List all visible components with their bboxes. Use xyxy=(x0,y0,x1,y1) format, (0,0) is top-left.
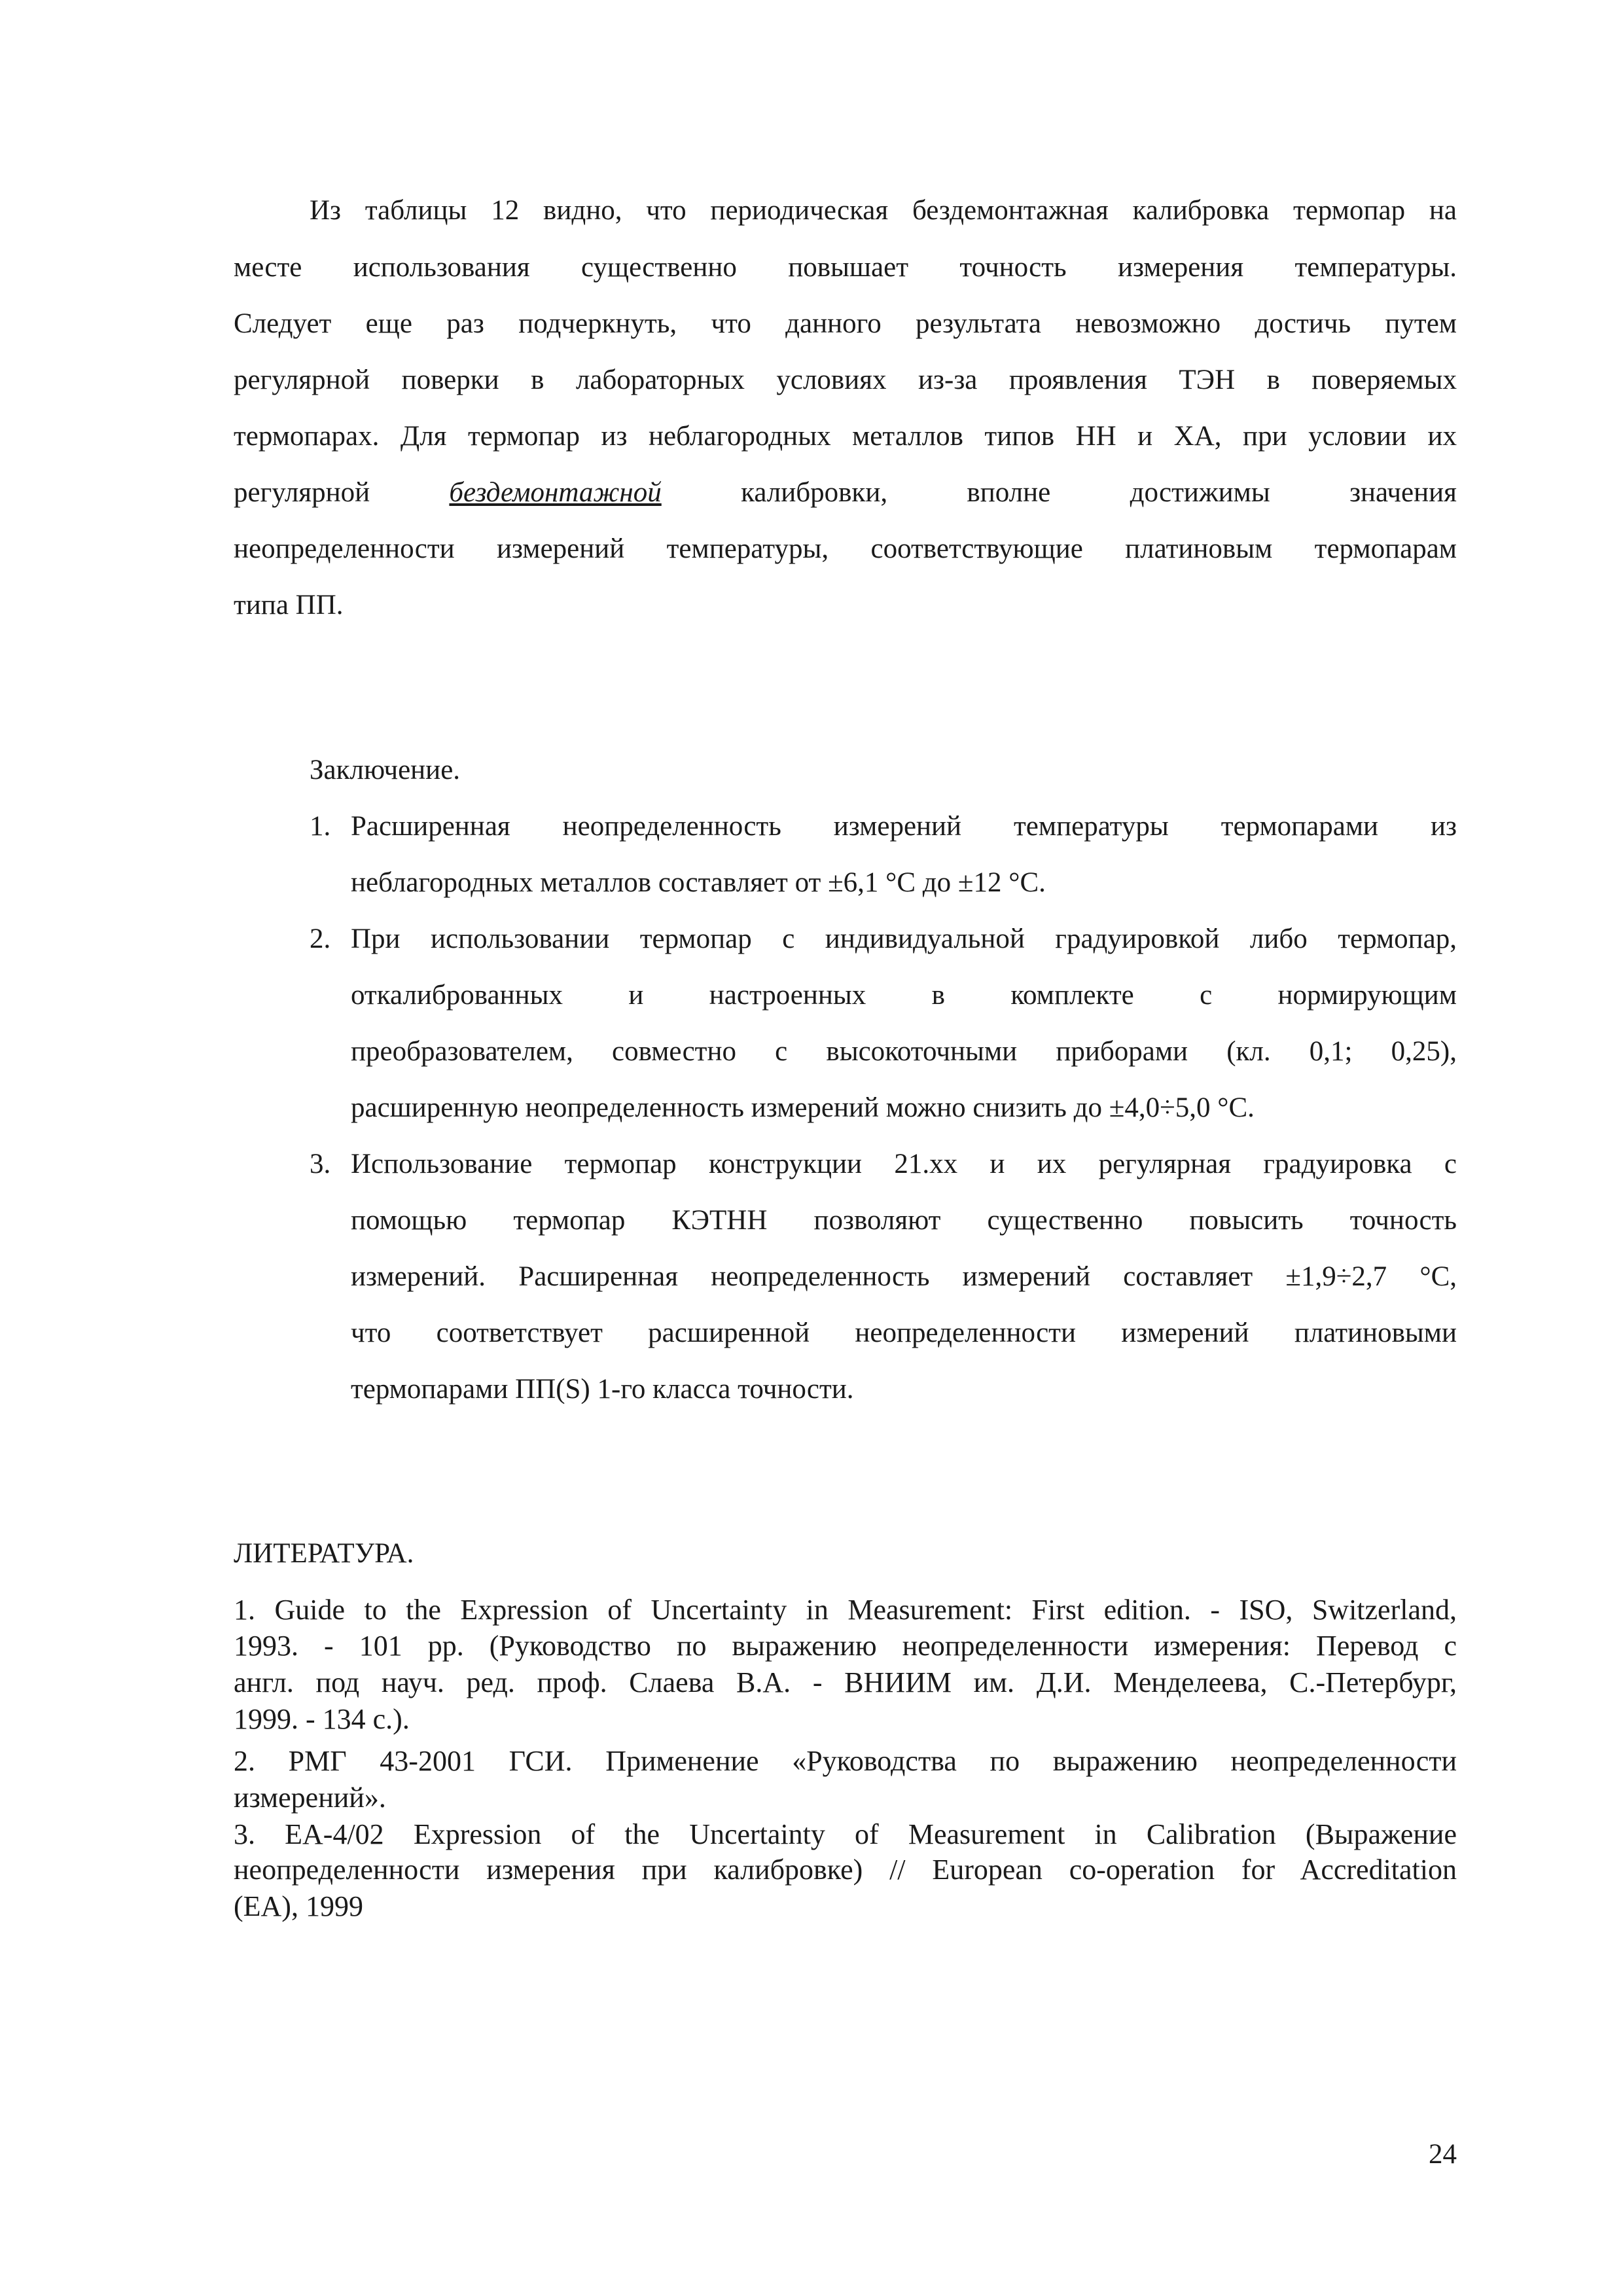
list-item-line: Расширенная неопределенность измерений температуры термопарами из xyxy=(351,811,1457,842)
reference-line: 3. EA-4/02 Expression of the Uncertainty of Measurement in Calibration (Выражение xyxy=(234,1818,1457,1850)
list-item-line: измерений. Расширенная неопределенность измерений составляет ±1,9÷2,7 °С, xyxy=(351,1261,1457,1292)
list-item-line: преобразователем, совместно с высокоточными приборами (кл. 0,1; 0,25), xyxy=(351,1036,1457,1067)
list-item-line: откалиброванных и настроенных в комплекте с нормирующим xyxy=(351,980,1457,1011)
reference-line: (EA), 1999 xyxy=(234,1890,363,1922)
reference-line: англ. под науч. ред. проф. Слаева В.А. - ВНИИМ им. Д.И. Менделеева, С.-Петербург, xyxy=(234,1666,1457,1698)
text-line: типа ПП. xyxy=(234,590,344,620)
reference-line: 1999. - 134 с.). xyxy=(234,1703,410,1735)
reference-line: неопределенности измерения при калибровке) // European co-operation for Accreditation xyxy=(234,1854,1457,1886)
text-line: Из таблицы 12 видно, что периодическая бездемонтажная калибровка термопар на xyxy=(310,195,1457,226)
text-line: термопарах. Для термопар из неблагородных металлов типов НН и ХА, при условии их xyxy=(234,421,1457,452)
list-item-line: термопарами ПП(S) 1-го класса точности. xyxy=(351,1374,854,1405)
text-line: регулярной поверки в лабораторных условиях из-за проявления ТЭН в поверяемых xyxy=(234,365,1457,395)
reference-line: измерений». xyxy=(234,1782,386,1814)
text-line: неопределенности измерений температуры, соответствующие платиновым термопарам xyxy=(234,533,1457,564)
emphasized-word: бездемонтажной xyxy=(449,477,662,508)
list-number: 1. xyxy=(310,811,331,842)
conclusion-heading: Заключение. xyxy=(310,755,461,785)
reference-line: 1. Guide to the Expression of Uncertainty in Measurement: First edition. - ISO, Switzerland, xyxy=(234,1594,1457,1626)
list-item-line: При использовании термопар с индивидуальной градуировкой либо термопар, xyxy=(351,924,1457,954)
text-line: Следует еще раз подчеркнуть, что данного результата невозможно достичь путем xyxy=(234,308,1457,339)
literature-heading: ЛИТЕРАТУРА. xyxy=(234,1538,414,1569)
list-item-line: что соответствует расширенной неопределенности измерений платиновыми xyxy=(351,1318,1457,1348)
text-line: регулярной бездемонтажной калибровки, вполне достижимы значения xyxy=(234,476,1457,510)
reference-line: 1993. - 101 pp. (Руководство по выражению неопределенности измерения: Перевод с xyxy=(234,1630,1457,1662)
list-item-line: неблагородных металлов составляет от ±6,1 °С до ±12 °С. xyxy=(351,867,1046,898)
list-item-line: помощью термопар КЭТНН позволяют существенно повысить точность xyxy=(351,1205,1457,1236)
list-item-line: расширенную неопределенность измерений можно снизить до ±4,0÷5,0 °С. xyxy=(351,1092,1255,1123)
reference-line: 2. РМГ 43-2001 ГСИ. Применение «Руководства по выражению неопределенности xyxy=(234,1745,1457,1777)
list-number: 3. xyxy=(310,1149,331,1179)
list-number: 2. xyxy=(310,924,331,954)
page-number: 24 xyxy=(1429,2139,1457,2170)
text-line: месте использования существенно повышает точность измерения температуры. xyxy=(234,252,1457,283)
list-item-line: Использование термопар конструкции 21.хх и их регулярная градуировка с xyxy=(351,1149,1457,1179)
